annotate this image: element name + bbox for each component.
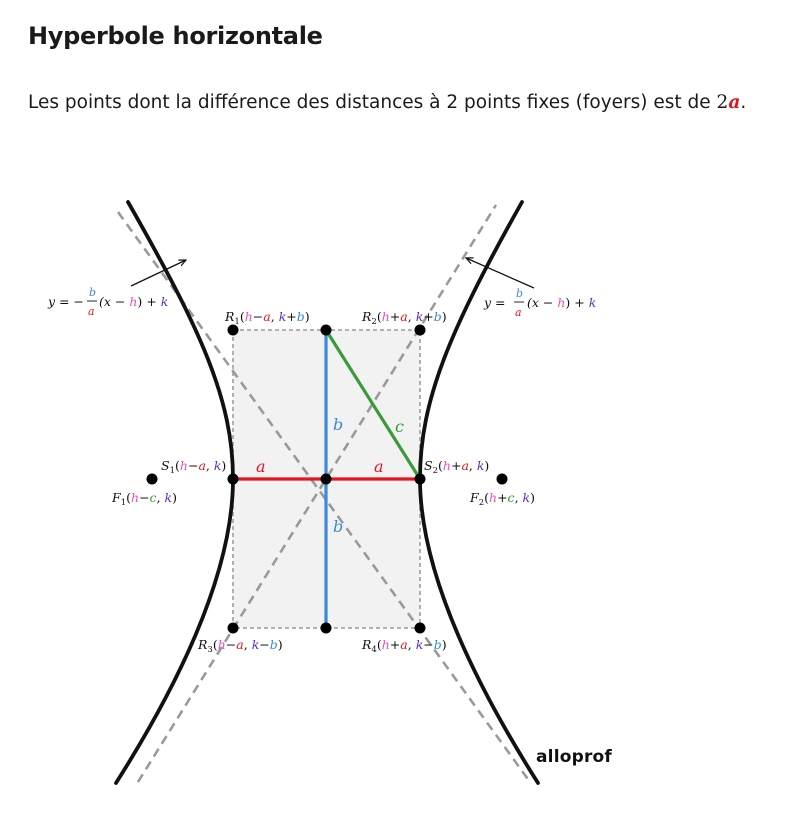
svg-text:b: b	[516, 287, 524, 300]
point-f2	[497, 474, 508, 485]
label-r3: $R_3(h-a$, k−b)	[198, 637, 283, 655]
point-r4	[415, 623, 426, 634]
label-b-top: b	[333, 415, 344, 434]
label-a-right: a	[374, 457, 384, 476]
point-bottom-center	[321, 623, 332, 634]
page-title: Hyperbole horizontale	[28, 22, 323, 50]
arrow-asymptote-negative	[131, 260, 186, 286]
svg-text:b: b	[89, 286, 97, 299]
label-b-bottom: b	[333, 517, 344, 536]
label-s2: $S_2(h+a$, k)	[424, 458, 490, 476]
svg-text:a: a	[515, 306, 522, 319]
equation-asymptote-negative	[47, 286, 168, 318]
svg-text:y =: y =	[484, 295, 506, 310]
point-s2	[415, 474, 426, 485]
definition-body: Les points dont la différence des distances à 2 points fixes (foyers) est de	[28, 92, 717, 113]
label-s1: $S_1(h-a$, k)	[161, 458, 227, 476]
svg-text:(x − h) + k: (x − h) + k	[99, 294, 169, 309]
label-a-left: a	[256, 457, 266, 476]
label-r1: $R_1(h-a$, k+b)	[225, 309, 310, 327]
two-value: 2	[716, 92, 729, 113]
label-c: c	[395, 417, 404, 436]
svg-text:a: a	[88, 305, 95, 318]
point-r2	[415, 325, 426, 336]
point-r3	[228, 623, 239, 634]
point-center	[321, 474, 332, 485]
label-r4: $R_4(h+a$, k−b)	[362, 637, 447, 655]
point-top-center	[321, 325, 332, 336]
point-f1	[147, 474, 158, 485]
point-s1	[228, 474, 239, 485]
brand-logo: alloprof	[536, 747, 613, 767]
a-variable: a	[728, 92, 741, 113]
label-f1: $F_1(h-c$, k)	[112, 490, 177, 508]
svg-text:y = −: y = −	[48, 294, 84, 309]
svg-text:(x − h) + k: (x − h) + k	[527, 295, 597, 310]
period: .	[740, 92, 747, 113]
equation-asymptote-positive	[483, 287, 596, 319]
label-r2: $R_2(h+a$, k+b)	[362, 309, 447, 327]
label-f2: $F_2(h+c$, k)	[470, 490, 535, 508]
